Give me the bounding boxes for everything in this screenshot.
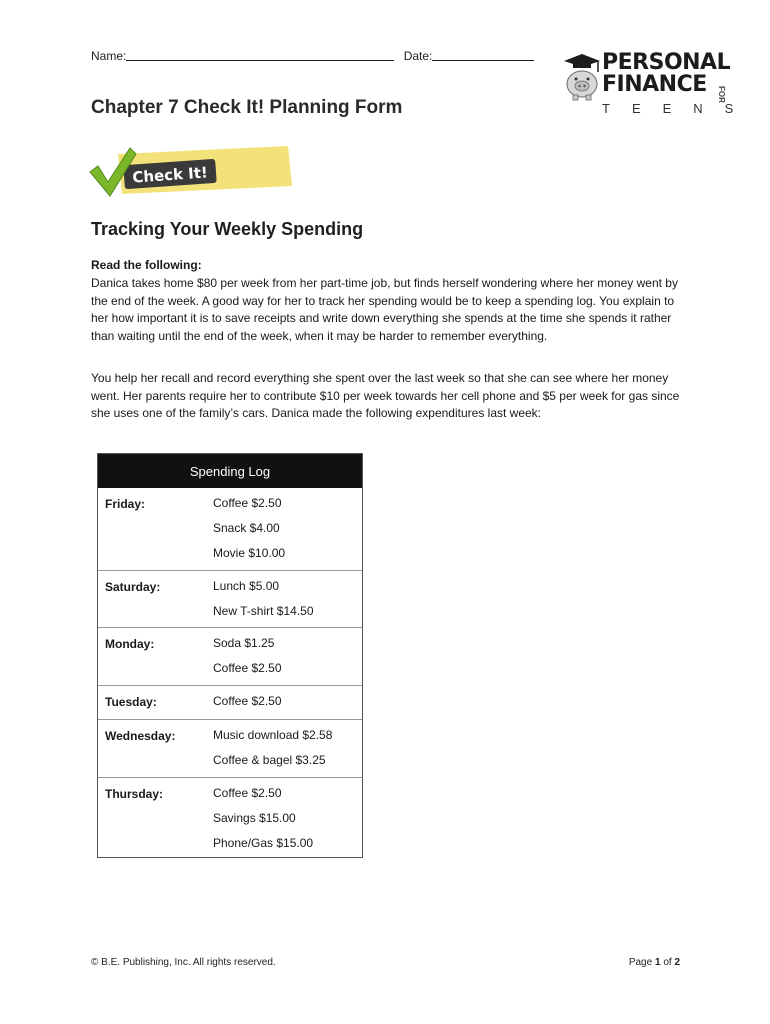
- log-day: Thursday:: [105, 787, 164, 801]
- page-current: 1: [654, 957, 661, 968]
- log-day: Tuesday:: [105, 695, 157, 709]
- date-blank[interactable]: [432, 48, 534, 61]
- log-item: Coffee $2.50: [213, 694, 282, 708]
- log-day: Saturday:: [105, 580, 161, 594]
- name-blank[interactable]: [126, 48, 394, 61]
- banner-text: Check It!: [131, 163, 209, 187]
- log-row-monday: [98, 628, 362, 686]
- spending-log-table: [97, 453, 363, 858]
- check-it-banner: [88, 142, 294, 202]
- logo-teens: TEENS: [602, 101, 756, 116]
- log-row-tuesday: [98, 686, 362, 720]
- logo-for: FOR: [717, 86, 726, 103]
- logo-personal: PERSONAL: [602, 50, 731, 75]
- log-row-saturday: [98, 571, 362, 628]
- page-number: [629, 957, 680, 968]
- log-item: New T-shirt $14.50: [213, 604, 314, 618]
- spending-log-header: Spending Log: [98, 454, 362, 488]
- log-row-friday: [98, 488, 362, 571]
- log-day: Monday:: [105, 637, 155, 651]
- logo-finance: FINANCE: [602, 72, 707, 97]
- read-label: Read the following:: [91, 258, 202, 272]
- name-label: Name:: [91, 49, 127, 63]
- chapter-title: Chapter 7 Check It! Planning Form: [91, 97, 403, 118]
- log-item: Savings $15.00: [213, 811, 296, 825]
- log-item: Snack $4.00: [213, 521, 280, 535]
- name-date-line: [91, 48, 534, 63]
- log-item: Lunch $5.00: [213, 579, 280, 593]
- page-total: 2: [674, 957, 680, 968]
- piggy-bank-graduate-icon: [558, 52, 602, 102]
- log-row-wednesday: [98, 720, 362, 778]
- log-item: Coffee $2.50: [213, 786, 282, 800]
- log-item: Coffee & bagel $3.25: [213, 753, 326, 767]
- personal-finance-for-teens-logo: [558, 50, 756, 122]
- page-prefix: Page: [628, 957, 653, 968]
- paragraph-1: Danica takes home $80 per week from her part-time job, but finds herself wondering where her money went by the end of the week. A good way for her to track her spending would be to keep a spending log. You explain to her how important it is to save receipts and write down everything she spends at the time she spends it rather than waiting until the end of the week, when it may be harder to remember everything.: [91, 276, 678, 343]
- log-item: Soda $1.25: [213, 636, 275, 650]
- log-item: Movie $10.00: [213, 546, 286, 560]
- log-item: Coffee $2.50: [213, 661, 282, 675]
- log-day: Friday:: [105, 497, 146, 511]
- section-title: Tracking Your Weekly Spending: [91, 219, 364, 239]
- paragraph-2: You help her recall and record everything she spent over the last week so that she can see where her money went. Her parents require her to contribute $10 per week towards her cell phone and $5 per week for gas since she uses one of the family’s cars. Danica made the following expenditures last week:: [91, 371, 680, 420]
- log-item: Music download $2.58: [213, 728, 333, 742]
- date-label: Date:: [403, 49, 433, 63]
- copyright-footer: © B.E. Publishing, Inc. All rights reserved.: [91, 957, 276, 968]
- log-day: Wednesday:: [105, 729, 176, 743]
- log-item: Coffee $2.50: [213, 496, 282, 510]
- log-item: Phone/Gas $15.00: [213, 836, 314, 850]
- page-of: of: [663, 957, 672, 968]
- log-row-thursday: [98, 778, 362, 858]
